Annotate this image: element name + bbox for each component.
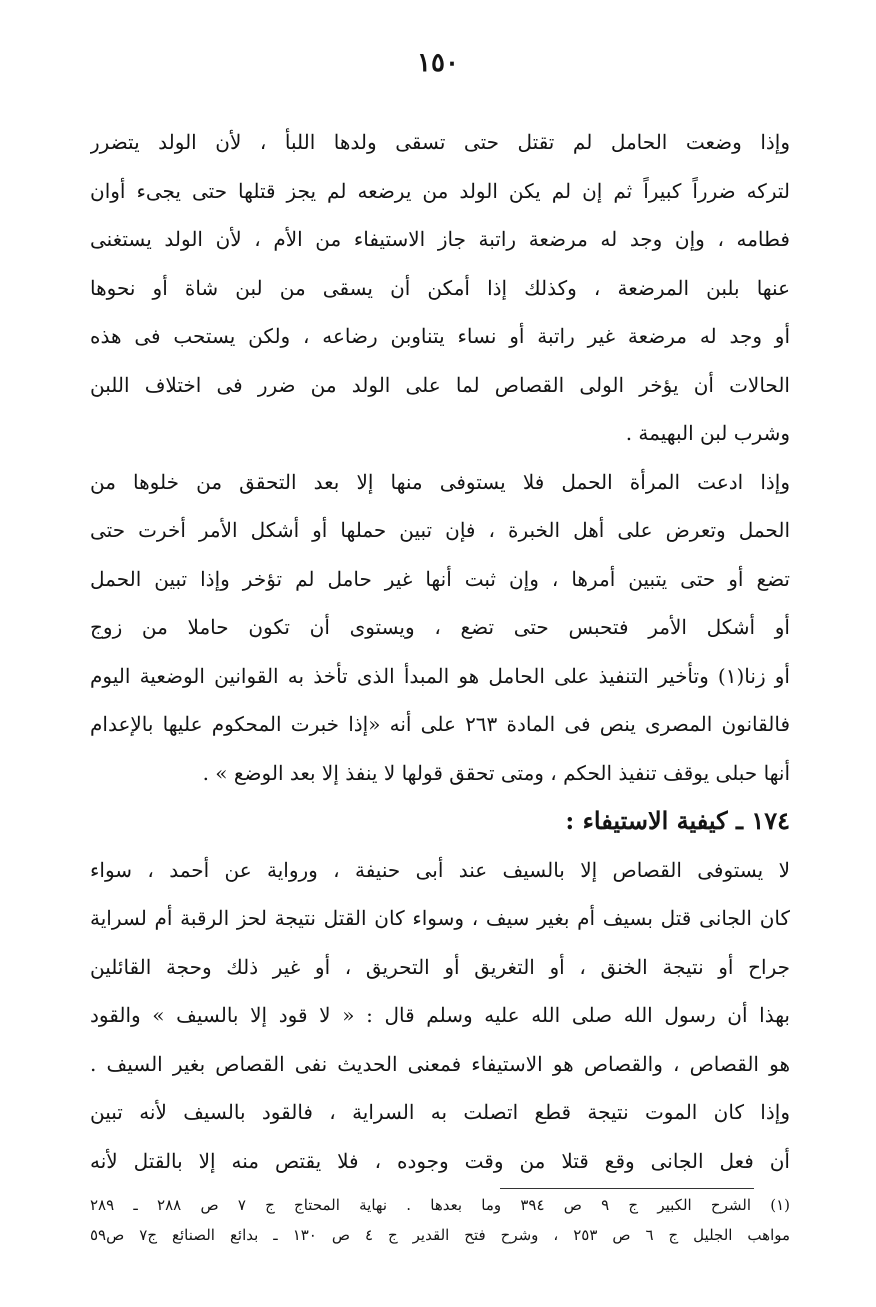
text-line: بهذا أن رسول الله صلى الله عليه وسلم قال : « لا قود إلا بالسيف » والقود <box>90 1003 790 1027</box>
text-line: أو وجد له مرضعة غير راتبة أو نساء يتناوبن رضاعه ، ولكن يستحب فى هذه <box>90 324 790 348</box>
text-line: جراح أو نتيجة الخنق ، أو التغريق أو التحريق ، أو غير ذلك وحجة القائلين <box>90 954 790 979</box>
footnote-line: (١) الشرح الكبير ج ٩ ص ٣٩٤ وما بعدها . نهاية المحتاج ج ٧ ص ٢٨٨ ـ ٢٨٩ <box>90 1196 790 1214</box>
text-line: وشرب لبن البهيمة . <box>625 421 790 445</box>
text-line: وإذا كان الموت نتيجة قطع اتصلت به السراية ، فالقود بالسيف لأنه تبين <box>90 1100 790 1124</box>
text-line: الحالات أن يؤخر الولى القصاص لما على الولد من ضرر فى اختلاف اللبن <box>90 372 790 397</box>
text-line: أو زنا(١) وتأخير التنفيذ على الحامل هو المبدأ الذى تأخذ به القوانين الوضعية اليوم <box>90 663 790 688</box>
footnote-divider <box>500 1188 754 1189</box>
text-line: أن فعل الجانى وقع قتلا من وقت وجوده ، فلا يقتص منه إلا بالقتل لأنه <box>90 1148 790 1173</box>
text-line: وإذا ادعت المرأة الحمل فلا يستوفى منها إلا بعد التحقق من خلوها من <box>90 469 790 494</box>
text-line: وإذا وضعت الحامل لم تقتل حتى تسقى ولدها اللبأ ، لأن الولد يتضرر <box>90 130 790 154</box>
text-line: لتركه ضرراً كبيراً ثم إن لم يكن الولد من يرضعه لم يجز قتلها حتى يجىء أوان <box>90 178 790 203</box>
main-text <box>90 118 790 1185</box>
text-line: كان الجانى قتل بسيف أم بغير سيف ، وسواء كان القتل نتيجة لحز الرقبة أم لسراية <box>90 906 790 930</box>
text-line: فطامه ، وإن وجد له مرضعة راتبة جاز الاستيفاء من الأم ، لأن الولد يستغنى <box>90 227 790 251</box>
text-line: فالقانون المصرى ينص فى المادة ٢٦٣ على أنه «إذا خبرت المحكوم عليها بالإعدام <box>90 712 790 736</box>
text-line: تضع أو حتى يتبين أمرها ، وإن ثبت أنها غير حامل لم تؤخر وإذا تبين الحمل <box>90 566 790 591</box>
text-line: عنها بلبن المرضعة ، وكذلك إذا أمكن أن يسقى من لبن شاة أو نحوها <box>90 275 790 300</box>
footnote-line: مواهب الجليل ج ٦ ص ٢٥٣ ، وشرح فتح القدير ج ٤ ص ١٣٠ ـ بدائع الصنائع ج٧ ص٥٩ <box>90 1226 790 1244</box>
page-number: ١٥٠ <box>417 48 459 78</box>
footnotes <box>90 1190 790 1250</box>
text-line: أو أشكل الأمر فتحبس حتى تضع ، ويستوى أن تكون حاملا من زوج <box>90 615 790 639</box>
text-line: الحمل وتعرض على أهل الخبرة ، فإن تبين حملها أو أشكل الأمر أخرت حتى <box>90 518 790 542</box>
text-line: لا يستوفى القصاص إلا بالسيف عند أبى حنيفة ، ورواية عن أحمد ، سواء <box>90 857 790 882</box>
text-line: هو القصاص ، والقصاص هو الاستيفاء فمعنى الحديث نفى القصاص بغير السيف . <box>90 1051 790 1076</box>
section-heading: ١٧٤ ـ كيفية الاستيفاء : <box>565 806 790 835</box>
text-line: أنها حبلى يوقف تنفيذ الحكم ، ومتى تحقق قولها لا ينفذ إلا بعد الوضع » . <box>202 760 790 785</box>
